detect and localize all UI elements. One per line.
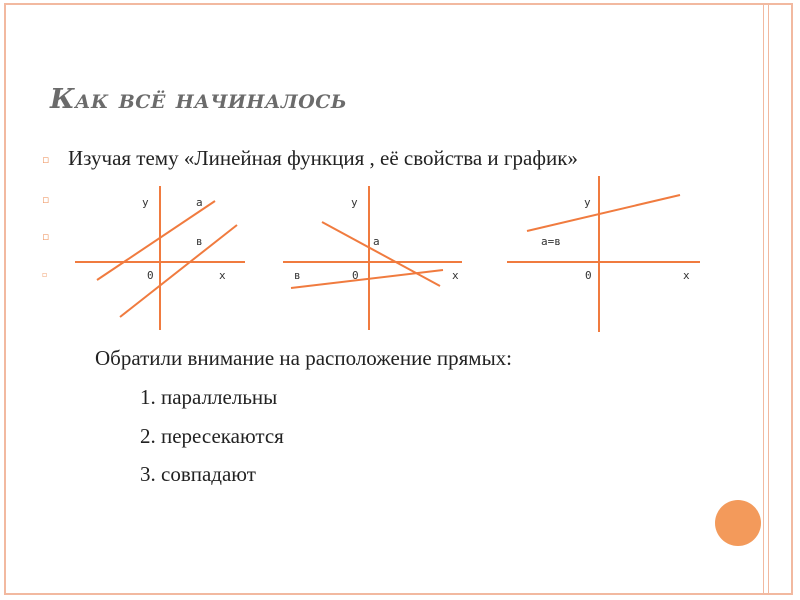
graph2-y-label: y [351,196,358,209]
graph2-x-label: x [452,269,459,282]
graph-intersecting [283,186,462,330]
graph1-a-label: а [196,196,203,209]
square-bullet-icon: ▫ [42,193,50,206]
line-ab [527,195,680,231]
graph3-x-label: x [683,269,690,282]
graph1-y-label: y [142,196,149,209]
slide-title: Как всё начиналось [50,84,348,115]
intro-text: Изучая тему «Линейная функция , её свойства и график» [68,146,578,170]
square-bullet-icon: ▫ [42,153,50,166]
graph1-b-label: в [196,235,203,248]
graph2-origin-label: 0 [352,269,359,282]
graph2-b-label: в [294,269,301,282]
square-bullet-icon: ▫ [42,230,50,243]
square-bullet-icon: ▫ [42,270,48,279]
graph1-x-label: x [219,269,226,282]
graph2-a-label: а [373,235,380,248]
graph-coincident [507,176,700,332]
graph-parallel [75,186,245,330]
note-text: Обратили внимание на расположение прямых: [95,346,513,370]
list-item: 1. параллельны [140,385,278,409]
graph3-ab-label: а=в [541,235,561,248]
list-item: 2. пересекаются [140,424,284,448]
graph3-origin-label: 0 [585,269,592,282]
graph3-y-label: y [584,196,591,209]
graph1-origin-label: 0 [147,269,154,282]
line-b [291,270,443,288]
list-item: 3. совпадают [140,462,256,486]
